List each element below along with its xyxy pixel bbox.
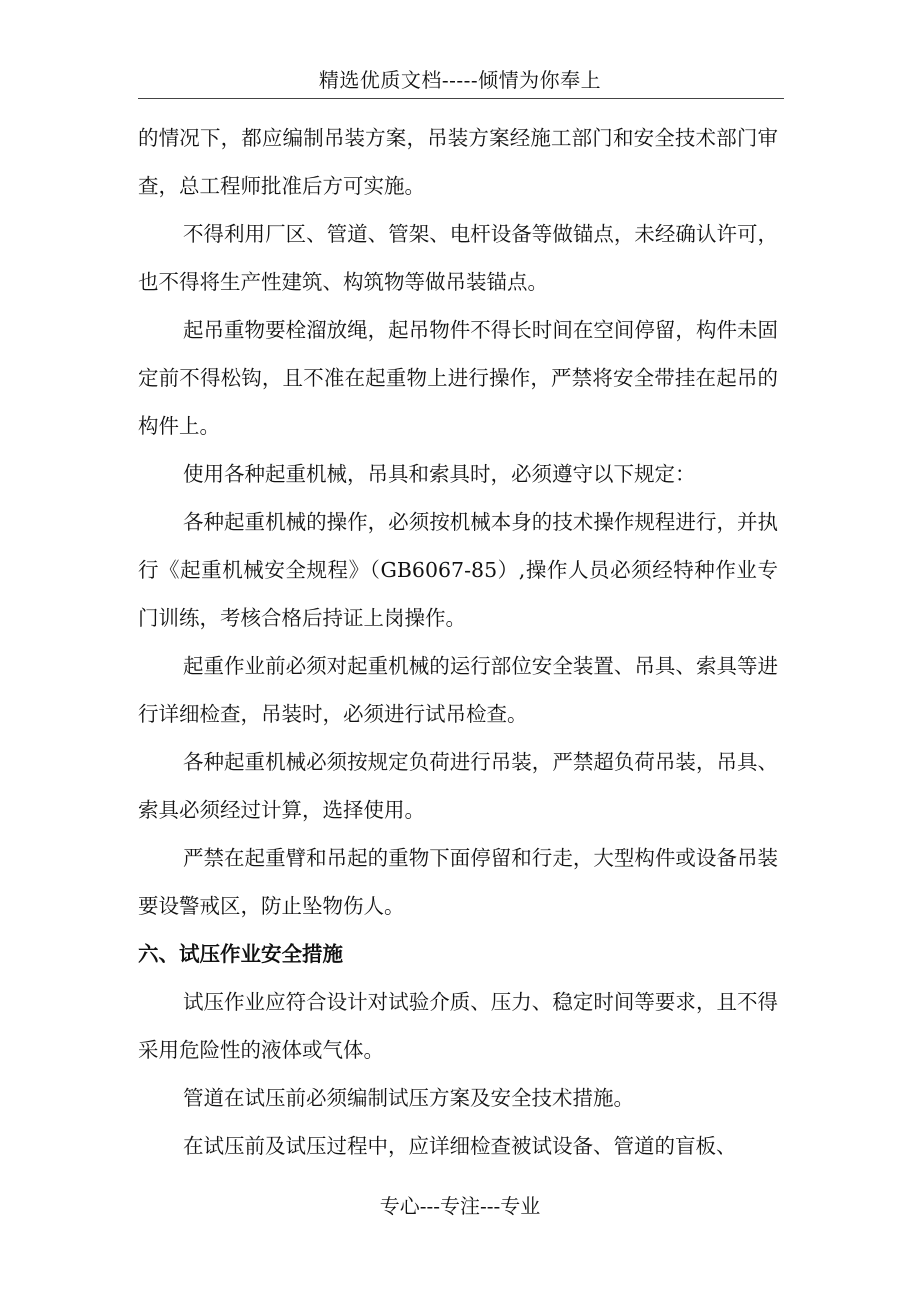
section-heading: 六、试压作业安全措施 [138, 942, 343, 966]
page-header: 精选优质文档-----倾情为你奉上 [318, 68, 602, 92]
header-divider [138, 98, 784, 99]
paragraph-test-medium: 试压作业应符合设计对试验介质、压力、稳定时间等要求，且不得采用危险性的液体或气体。 [138, 990, 778, 1062]
paragraph-lifting-rope: 起吊重物要栓溜放绳，起吊物件不得长时间在空间停留，构件未固定前不得松钩，且不准在起重物上进行操作，严禁将安全带挂在起吊的构件上。 [138, 318, 778, 438]
paragraph-continued: 的情况下，都应编制吊装方案，吊装方案经施工部门和安全技术部门审查，总工程师批准后方可实施。 [138, 126, 778, 198]
paragraph-rules-intro: 使用各种起重机械，吊具和索具时，必须遵守以下规定： [183, 462, 696, 486]
paragraph-anchor-points: 不得利用厂区、管道、管架、电杆设备等做锚点，未经确认许可，也不得将生产性建筑、构筑物等做吊装锚点。 [138, 222, 778, 294]
document-body [138, 114, 778, 1170]
paragraph-warning-zone: 严禁在起重臂和吊起的重物下面停留和行走，大型构件或设备吊装要设警戒区，防止坠物伤人。 [138, 846, 778, 918]
paragraph-test-inspection: 在试压前及试压过程中，应详细检查被试设备、管道的盲板、 [183, 1134, 737, 1158]
page-footer: 专心---专注---专业 [379, 1194, 541, 1218]
paragraph-test-plan: 管道在试压前必须编制试压方案及安全技术措施。 [183, 1086, 634, 1110]
paragraph-crane-operation: 各种起重机械的操作，必须按机械本身的技术操作规程进行，并执行《起重机械安全规程》（GB6067-85）,操作人员必须经特种作业专门训练，考核合格后持证上岗操作。 [138, 510, 778, 630]
paragraph-rated-load: 各种起重机械必须按规定负荷进行吊装，严禁超负荷吊装，吊具、索具必须经过计算，选择使用。 [138, 750, 778, 822]
paragraph-pre-inspection: 起重作业前必须对起重机械的运行部位安全装置、吊具、索具等进行详细检查，吊装时，必须进行试吊检查。 [138, 654, 778, 726]
